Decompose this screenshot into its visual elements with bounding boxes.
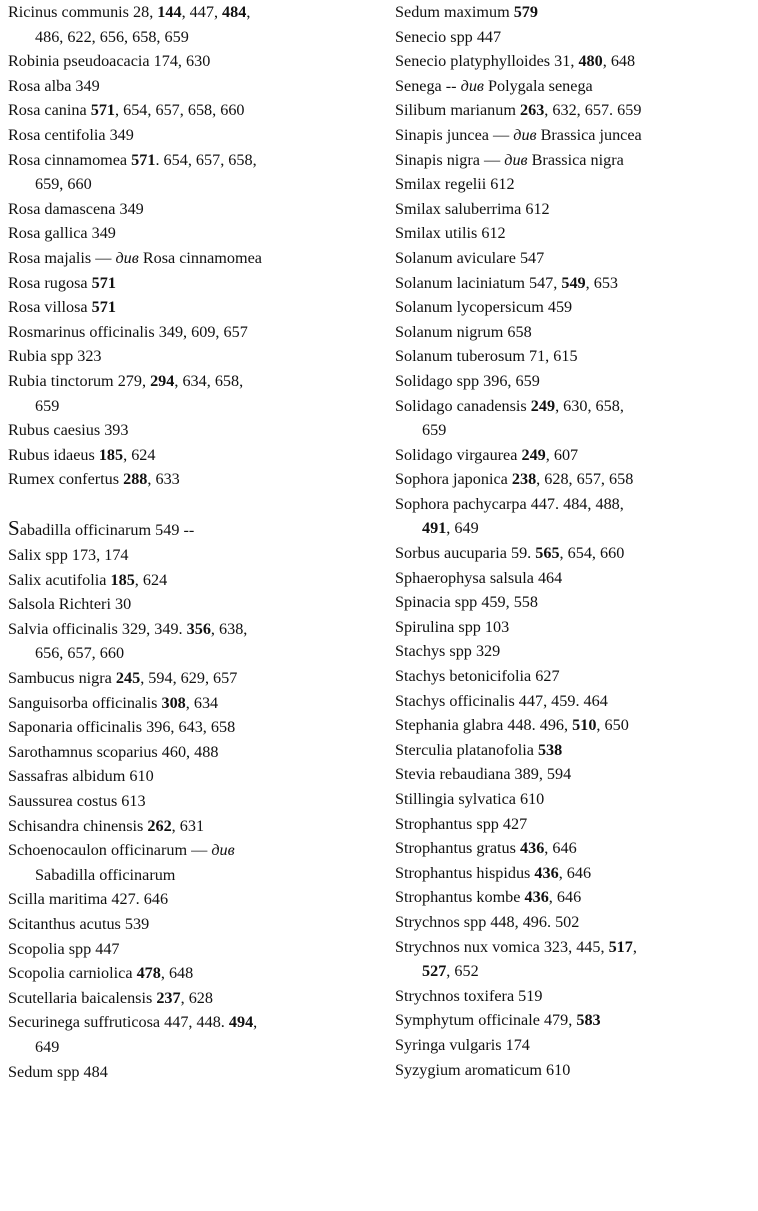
entry-text: Solanum aviculare 547 bbox=[395, 248, 545, 267]
index-entry bbox=[8, 467, 380, 492]
index-entry bbox=[8, 568, 380, 593]
page-numbers: , bbox=[632, 937, 637, 956]
index-entry bbox=[8, 320, 380, 345]
entry-text: 656, 657, 660 bbox=[35, 644, 125, 663]
index-entry bbox=[8, 197, 380, 222]
page-numbers: Brassica juncea bbox=[536, 125, 642, 144]
page-number-bold: 185 bbox=[98, 445, 124, 464]
entry-text: Schoenocaulon officinarum — bbox=[8, 841, 212, 860]
page-numbers: , 632, 657. 659 bbox=[544, 101, 642, 120]
index-entry bbox=[395, 1033, 757, 1058]
entry-text: Stachys officinalis 447, 459. 464 bbox=[395, 691, 608, 710]
entry-text: Stephania glabra 448. 496, bbox=[395, 716, 573, 735]
entry-text: Rosa villosa bbox=[8, 298, 92, 317]
index-entry bbox=[8, 0, 380, 25]
entry-text: Spirulina spp 103 bbox=[395, 617, 510, 636]
see-reference: див bbox=[513, 125, 537, 144]
page-number-bold: 527 bbox=[422, 962, 447, 981]
page-number-bold: 494 bbox=[228, 1013, 254, 1032]
entry-text: Sedum maximum bbox=[395, 3, 514, 21]
see-reference: див bbox=[504, 150, 528, 169]
index-entry bbox=[395, 615, 757, 640]
entry-text: Rosmarinus officinalis 349, 609, 657 bbox=[8, 322, 248, 341]
entry-text: Sarothamnus scoparius 460, 488 bbox=[8, 742, 219, 761]
index-entry-continuation bbox=[8, 25, 380, 50]
index-column-left bbox=[8, 0, 380, 1084]
index-entry bbox=[8, 814, 380, 839]
page-number-bold: 538 bbox=[537, 740, 563, 759]
index-entry bbox=[395, 566, 757, 591]
index-entry bbox=[8, 98, 380, 123]
entry-text: Rosa majalis — bbox=[8, 248, 116, 267]
index-entry bbox=[8, 221, 380, 246]
index-entry bbox=[395, 123, 757, 148]
index-entry-continuation bbox=[8, 1035, 380, 1060]
index-entry bbox=[8, 937, 380, 962]
index-entry bbox=[395, 713, 757, 738]
page-number-bold: 263 bbox=[520, 101, 545, 120]
entry-text: Smilax saluberrima 612 bbox=[395, 199, 550, 218]
page-numbers: Rosa cinnamomea bbox=[138, 248, 262, 267]
entry-text: Rosa rugosa bbox=[8, 273, 92, 292]
index-entry bbox=[8, 344, 380, 369]
index-entry bbox=[8, 1060, 380, 1085]
page-number-bold: 237 bbox=[156, 988, 181, 1007]
entry-text: Symphytum officinale 479, bbox=[395, 1011, 577, 1030]
page-numbers: , 646 bbox=[558, 863, 592, 882]
page-number-bold: 583 bbox=[576, 1011, 601, 1030]
entry-text: Solanum nigrum 658 bbox=[395, 322, 532, 341]
entry-text: Syringa vulgaris 174 bbox=[395, 1035, 530, 1054]
page-number-bold: 579 bbox=[513, 3, 538, 21]
index-entry-continuation bbox=[8, 863, 380, 888]
entry-text: Rosa centifolia 349 bbox=[8, 125, 134, 144]
index-entry bbox=[8, 369, 380, 394]
page-numbers: , 654, 657, 658, 660 bbox=[115, 101, 245, 120]
index-entry bbox=[8, 418, 380, 443]
page-numbers: , 646 bbox=[544, 839, 577, 858]
entry-text: Scopolia carniolica bbox=[8, 964, 137, 983]
index-entry bbox=[8, 887, 380, 912]
index-entry bbox=[395, 590, 757, 615]
entry-text: Rosa canina bbox=[8, 101, 91, 120]
entry-text: Sterculia platanofolia bbox=[395, 740, 538, 759]
entry-text: Smilax regelii 612 bbox=[395, 175, 515, 194]
index-entry bbox=[395, 1058, 757, 1083]
index-entry bbox=[395, 197, 757, 222]
index-entry bbox=[395, 369, 757, 394]
index-entry bbox=[8, 764, 380, 789]
page-number-bold: 571 bbox=[131, 150, 156, 169]
index-entry-continuation bbox=[8, 172, 380, 197]
entry-text: Solanum tuberosum 71, 615 bbox=[395, 347, 578, 366]
page-number-bold: 565 bbox=[535, 544, 560, 563]
page-number-bold: 510 bbox=[572, 716, 597, 735]
index-entry bbox=[395, 221, 757, 246]
index-entry bbox=[395, 49, 757, 74]
index-entry bbox=[395, 98, 757, 123]
index-entry bbox=[8, 789, 380, 814]
index-entry bbox=[395, 689, 757, 714]
entry-text: Rubus idaeus bbox=[8, 445, 99, 464]
page-numbers: , 624 bbox=[123, 445, 156, 464]
index-entry bbox=[8, 666, 380, 691]
entry-text: Ricinus communis 28, bbox=[8, 3, 158, 21]
page-number-bold: 571 bbox=[91, 298, 116, 317]
page-numbers: , 594, 629, 657 bbox=[140, 669, 238, 688]
index-entry bbox=[8, 617, 380, 642]
index-entry bbox=[395, 910, 757, 935]
entry-text: Sorbus aucuparia 59. bbox=[395, 544, 536, 563]
index-entry bbox=[395, 295, 757, 320]
index-entry bbox=[395, 443, 757, 468]
page-number-bold: 436 bbox=[534, 863, 559, 882]
index-entry bbox=[8, 246, 380, 271]
entry-text: abadilla officinarum 549 -- bbox=[19, 521, 195, 540]
entry-text: Sinapis nigra — bbox=[395, 150, 505, 169]
page-number-bold: 185 bbox=[110, 570, 135, 589]
entry-text: Solidago virgaurea bbox=[395, 445, 522, 464]
index-entry bbox=[395, 861, 757, 886]
index-entry bbox=[395, 74, 757, 99]
entry-text: Solidago spp 396, 659 bbox=[395, 371, 540, 390]
entry-text: Sinapis juncea — bbox=[395, 125, 514, 144]
entry-text: Scitanthus acutus 539 bbox=[8, 914, 150, 933]
entry-text: Sphaerophysa salsula 464 bbox=[395, 568, 563, 587]
page-numbers: . 654, 657, 658, bbox=[155, 150, 257, 169]
entry-text: Senecio platyphylloides 31, bbox=[395, 52, 579, 71]
page-numbers: Brassica nigra bbox=[527, 150, 624, 169]
entry-text: Saponaria officinalis 396, 643, 658 bbox=[8, 718, 236, 737]
entry-text: Senega -- bbox=[395, 76, 461, 95]
see-reference: див bbox=[211, 841, 235, 860]
entry-text: Salix acutifolia bbox=[8, 570, 111, 589]
entry-text: Strychnos spp 448, 496. 502 bbox=[395, 912, 580, 931]
index-entry bbox=[395, 172, 757, 197]
page-numbers: , 646 bbox=[548, 888, 582, 907]
index-entry bbox=[8, 516, 380, 543]
entry-text: Robinia pseudoacacia 174, 630 bbox=[8, 52, 211, 71]
page-number-bold: 491 bbox=[422, 519, 447, 538]
entry-text: Solidago canadensis bbox=[395, 396, 531, 415]
index-entry bbox=[395, 271, 757, 296]
index-entry bbox=[395, 25, 757, 50]
index-entry-continuation bbox=[395, 516, 757, 541]
index-entry bbox=[8, 715, 380, 740]
entry-text: Stevia rebaudiana 389, 594 bbox=[395, 765, 572, 784]
page-numbers: Polygala senega bbox=[483, 76, 593, 95]
page-numbers: , 630, 658, bbox=[555, 396, 624, 415]
index-entry-continuation bbox=[395, 959, 757, 984]
entry-text: Salsola Richteri 30 bbox=[8, 595, 132, 614]
index-entry bbox=[395, 246, 757, 271]
page-number-bold: 144 bbox=[157, 3, 182, 21]
index-entry bbox=[8, 49, 380, 74]
index-entry bbox=[8, 912, 380, 937]
index-entry bbox=[395, 885, 757, 910]
page-numbers: , 649 bbox=[446, 519, 479, 538]
entry-text: Sophora pachycarpa 447. 484, 488, bbox=[395, 494, 624, 513]
index-entry bbox=[8, 740, 380, 765]
entry-text: Solanum lycopersicum 459 bbox=[395, 298, 573, 317]
entry-text: Scilla maritima 427. 646 bbox=[8, 890, 169, 909]
page-numbers: , 447, bbox=[181, 3, 223, 21]
index-entry bbox=[395, 738, 757, 763]
index-entry bbox=[395, 467, 757, 492]
entry-text: Sabadilla officinarum bbox=[35, 865, 176, 884]
index-entry bbox=[395, 1008, 757, 1033]
page-number-bold: 480 bbox=[578, 52, 603, 71]
index-entry bbox=[395, 935, 757, 960]
index-entry bbox=[395, 762, 757, 787]
page-number-bold: 436 bbox=[524, 888, 549, 907]
index-entry bbox=[8, 295, 380, 320]
entry-text: Scopolia spp 447 bbox=[8, 939, 120, 958]
see-reference: див bbox=[460, 76, 484, 95]
page-numbers: , 653 bbox=[585, 273, 619, 292]
index-entry bbox=[395, 984, 757, 1009]
entry-text: Stillingia sylvatica 610 bbox=[395, 790, 545, 808]
page-numbers: , bbox=[253, 1013, 258, 1032]
entry-text: 659 bbox=[422, 421, 447, 440]
page-numbers: , 648 bbox=[602, 52, 636, 71]
entry-text: Schisandra chinensis bbox=[8, 816, 148, 835]
entry-text: Rumex confertus bbox=[8, 470, 124, 489]
page-numbers: , 648 bbox=[160, 964, 194, 983]
entry-text: 659, 660 bbox=[35, 175, 92, 194]
index-entry bbox=[395, 394, 757, 419]
entry-text: Strychnos toxifera 519 bbox=[395, 986, 543, 1005]
entry-text: 659 bbox=[35, 396, 60, 415]
page-numbers: , 654, 660 bbox=[559, 544, 625, 563]
page-numbers: , bbox=[246, 3, 251, 21]
entry-text: Rosa alba 349 bbox=[8, 76, 100, 95]
see-reference: див bbox=[115, 248, 139, 267]
index-entry bbox=[395, 836, 757, 861]
page-numbers: , 633 bbox=[147, 470, 180, 489]
page-numbers: , 634 bbox=[185, 693, 219, 712]
index-entry-continuation bbox=[8, 394, 380, 419]
page-number-bold: 484 bbox=[222, 3, 247, 21]
entry-text: Strophantus gratus bbox=[395, 839, 520, 858]
entry-text: Senecio spp 447 bbox=[395, 27, 502, 46]
entry-text: Stachys spp 329 bbox=[395, 642, 501, 661]
index-entry bbox=[395, 492, 757, 517]
index-entry bbox=[395, 320, 757, 345]
index-entry bbox=[8, 1010, 380, 1035]
index-entry bbox=[395, 541, 757, 566]
page-number-bold: 517 bbox=[608, 937, 633, 956]
page-number-bold: 262 bbox=[147, 816, 172, 835]
entry-text: Strophantus spp 427 bbox=[395, 814, 528, 833]
index-entry bbox=[395, 344, 757, 369]
page-number-bold: 571 bbox=[91, 273, 116, 292]
section-initial: S bbox=[8, 516, 20, 541]
index-entry bbox=[8, 961, 380, 986]
page-number-bold: 478 bbox=[136, 964, 161, 983]
page-numbers: , 607 bbox=[545, 445, 579, 464]
entry-text: Rubus caesius 393 bbox=[8, 421, 129, 440]
index-entry-continuation bbox=[395, 418, 757, 443]
entry-text: Spinacia spp 459, 558 bbox=[395, 593, 538, 612]
page-numbers: , 628, 657, 658 bbox=[536, 470, 634, 489]
index-entry bbox=[8, 543, 380, 568]
page-numbers: , 638, bbox=[210, 619, 248, 638]
page-numbers: , 634, 658, bbox=[174, 371, 244, 390]
entry-text: Sophora japonica bbox=[395, 470, 512, 489]
entry-text: Sambucus nigra bbox=[8, 669, 116, 688]
entry-text: 649 bbox=[35, 1037, 60, 1056]
entry-text: Rosa cinnamomea bbox=[8, 150, 132, 169]
page-number-bold: 288 bbox=[123, 470, 148, 489]
index-entry bbox=[8, 592, 380, 617]
index-entry bbox=[8, 271, 380, 296]
index-entry bbox=[8, 74, 380, 99]
entry-text: Solanum laciniatum 547, bbox=[395, 273, 562, 292]
entry-text: Rosa damascena 349 bbox=[8, 199, 144, 218]
index-entry bbox=[8, 148, 380, 173]
entry-text: Strychnos nux vomica 323, 445, bbox=[395, 937, 609, 956]
page-numbers: , 652 bbox=[446, 962, 479, 981]
page-numbers: , 624 bbox=[134, 570, 168, 589]
page-number-bold: 356 bbox=[186, 619, 211, 638]
entry-text: Rubia spp 323 bbox=[8, 347, 102, 366]
entry-text: Strophantus hispidus bbox=[395, 863, 535, 882]
index-column-right bbox=[395, 0, 757, 1082]
index-entry bbox=[395, 639, 757, 664]
index-entry bbox=[395, 0, 757, 25]
section-gap bbox=[8, 492, 380, 517]
page-number-bold: 308 bbox=[161, 693, 186, 712]
index-entry bbox=[8, 123, 380, 148]
entry-text: Strophantus kombe bbox=[395, 888, 525, 907]
page-number-bold: 245 bbox=[115, 669, 141, 688]
page-number-bold: 249 bbox=[530, 396, 556, 415]
page-numbers: , 628 bbox=[180, 988, 213, 1007]
page-number-bold: 571 bbox=[90, 101, 115, 120]
index-entry bbox=[8, 986, 380, 1011]
page-numbers: , 650 bbox=[596, 716, 629, 735]
index-entry bbox=[395, 812, 757, 837]
page-number-bold: 294 bbox=[150, 371, 175, 390]
index-entry bbox=[8, 838, 380, 863]
entry-text: Stachys betonicifolia 627 bbox=[395, 667, 560, 686]
page-number-bold: 238 bbox=[511, 470, 537, 489]
entry-text: Securinega suffruticosa 447, 448. bbox=[8, 1013, 229, 1032]
entry-text: Salvia officinalis 329, 349. bbox=[8, 619, 187, 638]
index-entry bbox=[395, 148, 757, 173]
entry-text: Syzygium aromaticum 610 bbox=[395, 1060, 571, 1079]
entry-text: Rubia tinctorum 279, bbox=[8, 371, 151, 390]
entry-text: Smilax utilis 612 bbox=[395, 224, 506, 243]
index-entry bbox=[8, 691, 380, 716]
page-number-bold: 249 bbox=[521, 445, 546, 464]
entry-text: Sanguisorba officinalis bbox=[8, 693, 162, 712]
page-number-bold: 436 bbox=[520, 839, 545, 858]
entry-text: Sedum spp 484 bbox=[8, 1062, 108, 1081]
page-number-bold: 549 bbox=[561, 273, 586, 292]
index-entry-continuation bbox=[8, 641, 380, 666]
entry-text: Saussurea costus 613 bbox=[8, 792, 146, 810]
entry-text: Scutellaria baicalensis bbox=[8, 988, 157, 1007]
entry-text: Rosa gallica 349 bbox=[8, 224, 116, 243]
page-numbers: , 631 bbox=[171, 816, 205, 835]
index-entry bbox=[395, 787, 757, 812]
entry-text: 486, 622, 656, 658, 659 bbox=[35, 27, 189, 46]
index-entry bbox=[8, 443, 380, 468]
entry-text: Salix spp 173, 174 bbox=[8, 546, 129, 565]
index-entry bbox=[395, 664, 757, 689]
entry-text: Sassafras albidum 610 bbox=[8, 767, 154, 786]
entry-text: Silibum marianum bbox=[395, 101, 520, 120]
